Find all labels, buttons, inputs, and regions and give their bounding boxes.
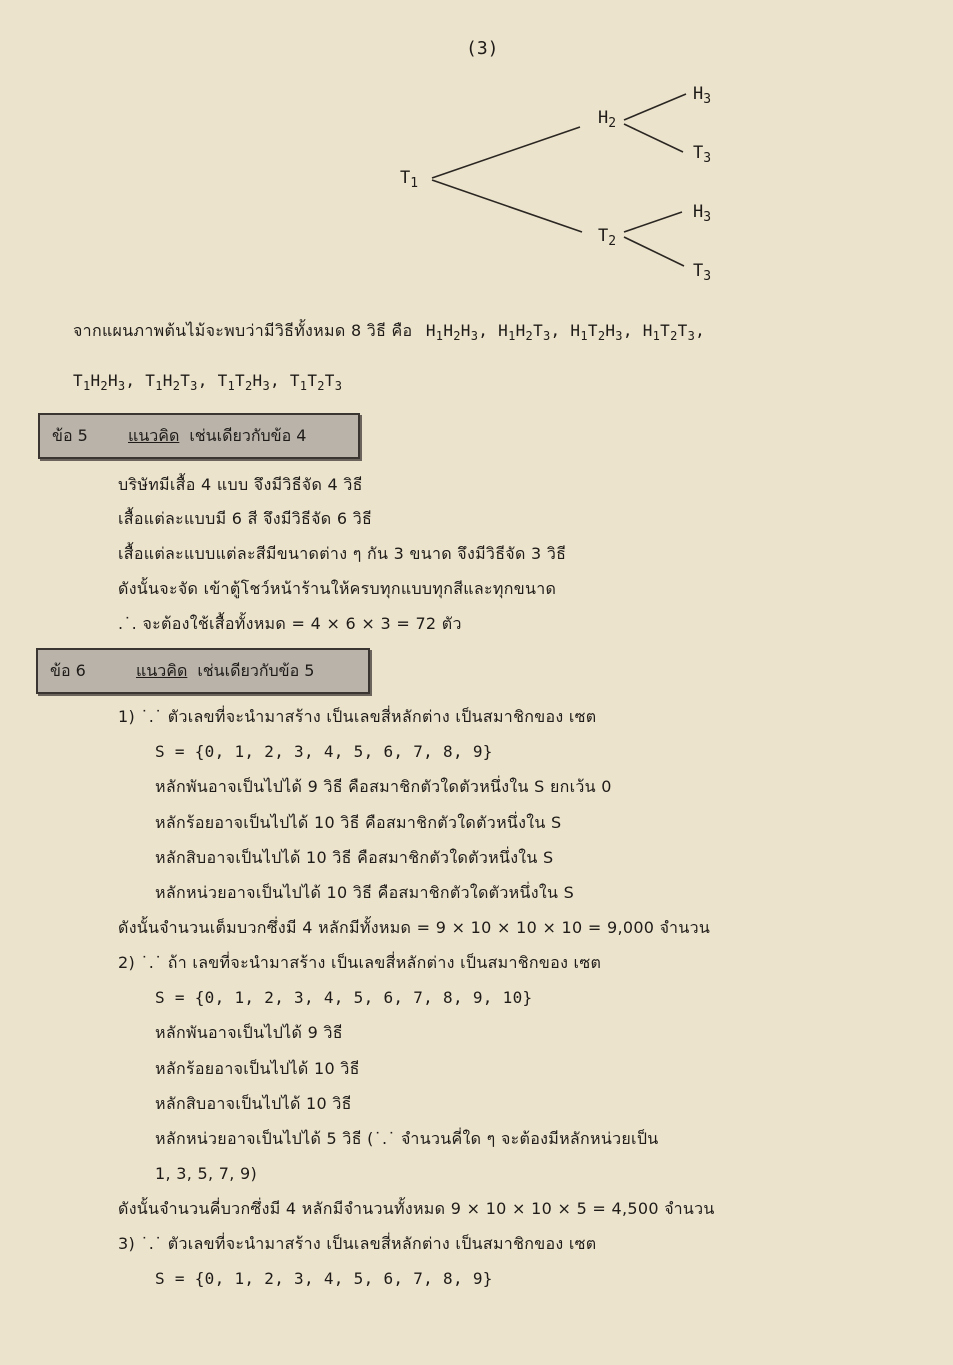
- item5-header-box: [38, 413, 360, 459]
- item6-number: ข้อ 6: [50, 661, 86, 680]
- branch-h2-h3: [624, 94, 686, 120]
- item6-part1-intro: 1) ˙.˙ ตัวเลขที่จะนำมาสร้าง เป็นเลขสี่หลักต่าง เป็นสมาชิกของ เซต: [118, 707, 597, 726]
- outcome-item: $T_1T_2H_3$,: [217, 371, 280, 393]
- item5-line: เสื้อแต่ละแบบแต่ละสีมีขนาดต่าง ๆ กัน 3 ขนาด จึงมีวิธีจัด 3 วิธี: [118, 544, 567, 563]
- branch-t1-h2: [432, 127, 580, 178]
- node-subscript: 2: [608, 234, 617, 249]
- outcome-list-1: [425, 321, 706, 343]
- tree-leaf-1: [693, 84, 712, 107]
- node-subscript: 2: [608, 116, 617, 131]
- node-letter: H: [693, 202, 704, 222]
- item6-set-s: S = {0, 1, 2, 3, 4, 5, 6, 7, 8, 9}: [155, 1269, 493, 1288]
- node-subscript: 3: [703, 269, 712, 284]
- tree-leaf-4: [693, 261, 712, 284]
- tree-node-h2: [598, 108, 617, 131]
- branch-t1-t2: [432, 180, 582, 232]
- outcome-item: $T_1T_2T_3$: [289, 371, 343, 393]
- outcome-item: $T_1H_2T_3$,: [145, 371, 208, 393]
- tree-diagram: [0, 0, 953, 300]
- outcome-item: $H_1H_2T_3$,: [498, 321, 561, 343]
- node-letter: H: [598, 108, 609, 128]
- item5-conclusion: .˙. จะต้องใช้เสื้อทั้งหมด = 4 × 6 × 3 = 72 ตัว: [118, 614, 462, 633]
- summary-line-1: [73, 320, 705, 342]
- item6-part2-intro: 2) ˙.˙ ถ้า เลขที่จะนำมาสร้าง เป็นเลขสี่หลักต่าง เป็นสมาชิกของ เซต: [118, 953, 602, 972]
- branch-t2-t3: [624, 237, 684, 266]
- item5-line: บริษัทมีเสื้อ 4 แบบ จึงมีวิธีจัด 4 วิธี: [118, 475, 363, 494]
- item5-concept-text: เช่นเดียวกับข้อ 4: [189, 426, 307, 445]
- item6-set-s: S = {0, 1, 2, 3, 4, 5, 6, 7, 8, 9, 10}: [155, 988, 533, 1007]
- item6-set-s: S = {0, 1, 2, 3, 4, 5, 6, 7, 8, 9}: [155, 742, 493, 761]
- item6-part1-result: ดังนั้นจำนวนเต็มบวกซึ่งมี 4 หลักมีทั้งหมด = 9 × 10 × 10 × 10 = 9,000 จำนวน: [118, 918, 711, 937]
- item6-line: หลักร้อยอาจเป็นไปได้ 10 วิธี คือสมาชิกตัวใดตัวหนึ่งใน S: [155, 813, 562, 832]
- node-letter: T: [693, 143, 704, 163]
- item6-line: หลักสิบอาจเป็นไปได้ 10 วิธี: [155, 1094, 352, 1113]
- node-letter: H: [693, 84, 704, 104]
- item6-line: หลักพันอาจเป็นไปได้ 9 วิธี: [155, 1023, 343, 1042]
- item6-line: 1, 3, 5, 7, 9): [155, 1164, 258, 1183]
- item6-concept-label: แนวคิด: [136, 661, 188, 680]
- item6-line: หลักร้อยอาจเป็นไปได้ 10 วิธี: [155, 1059, 360, 1078]
- item6-header-box: [36, 648, 370, 694]
- item6-line: หลักหน่วยอาจเป็นไปได้ 10 วิธี คือสมาชิกตัวใดตัวหนึ่งใน S: [155, 883, 575, 902]
- tree-leaf-2: [693, 143, 712, 166]
- node-subscript: 3: [703, 210, 712, 225]
- item6-part3-intro: 3) ˙.˙ ตัวเลขที่จะนำมาสร้าง เป็นเลขสี่หลักต่าง เป็นสมาชิกของ เซต: [118, 1234, 597, 1253]
- node-subscript: 1: [410, 176, 419, 191]
- item5-line: เสื้อแต่ละแบบมี 6 สี จึงมีวิธีจัด 6 วิธี: [118, 509, 373, 528]
- outcome-item: $H_1H_2H_3$,: [425, 321, 489, 343]
- page-number: (3): [466, 38, 499, 59]
- node-letter: T: [693, 261, 704, 281]
- summary-text: จากแผนภาพต้นไม้จะพบว่ามีวิธีทั้งหมด 8 วิธี คือ: [73, 321, 413, 340]
- outcome-item: $H_1T_2T_3$,: [642, 321, 706, 343]
- item5-line: ดังนั้นจะจัด เข้าตู้โชว์หน้าร้านให้ครบทุกแบบทุกสีและทุกขนาด: [118, 579, 557, 598]
- tree-node-t2: [598, 226, 617, 249]
- node-letter: T: [598, 226, 609, 246]
- outcome-item: $H_1T_2H_3$,: [570, 321, 633, 343]
- item6-concept-text: เช่นเดียวกับข้อ 5: [197, 661, 315, 680]
- node-subscript: 3: [703, 151, 712, 166]
- tree-node-root: [400, 168, 419, 191]
- item6-line: หลักพันอาจเป็นไปได้ 9 วิธี คือสมาชิกตัวใดตัวหนึ่งใน S ยกเว้น 0: [155, 777, 612, 796]
- node-subscript: 3: [703, 92, 712, 107]
- outcome-item: $T_1H_2H_3$,: [73, 371, 136, 393]
- node-letter: T: [400, 168, 411, 188]
- item6-part2-result: ดังนั้นจำนวนคี่บวกซึ่งมี 4 หลักมีจำนวนทั้งหมด 9 × 10 × 10 × 5 = 4,500 จำนวน: [118, 1199, 715, 1218]
- item5-number: ข้อ 5: [52, 426, 88, 445]
- item6-line: หลักสิบอาจเป็นไปได้ 10 วิธี คือสมาชิกตัวใดตัวหนึ่งใน S: [155, 848, 554, 867]
- summary-line-2: [73, 370, 342, 392]
- branch-t2-h3: [624, 212, 682, 232]
- item6-line: หลักหน่วยอาจเป็นไปได้ 5 วิธี (˙.˙ จำนวนคี่ใด ๆ จะต้องมีหลักหน่วยเป็น: [155, 1129, 659, 1148]
- branch-h2-t3: [624, 124, 683, 152]
- tree-leaf-3: [693, 202, 712, 225]
- item5-concept-label: แนวคิด: [128, 426, 180, 445]
